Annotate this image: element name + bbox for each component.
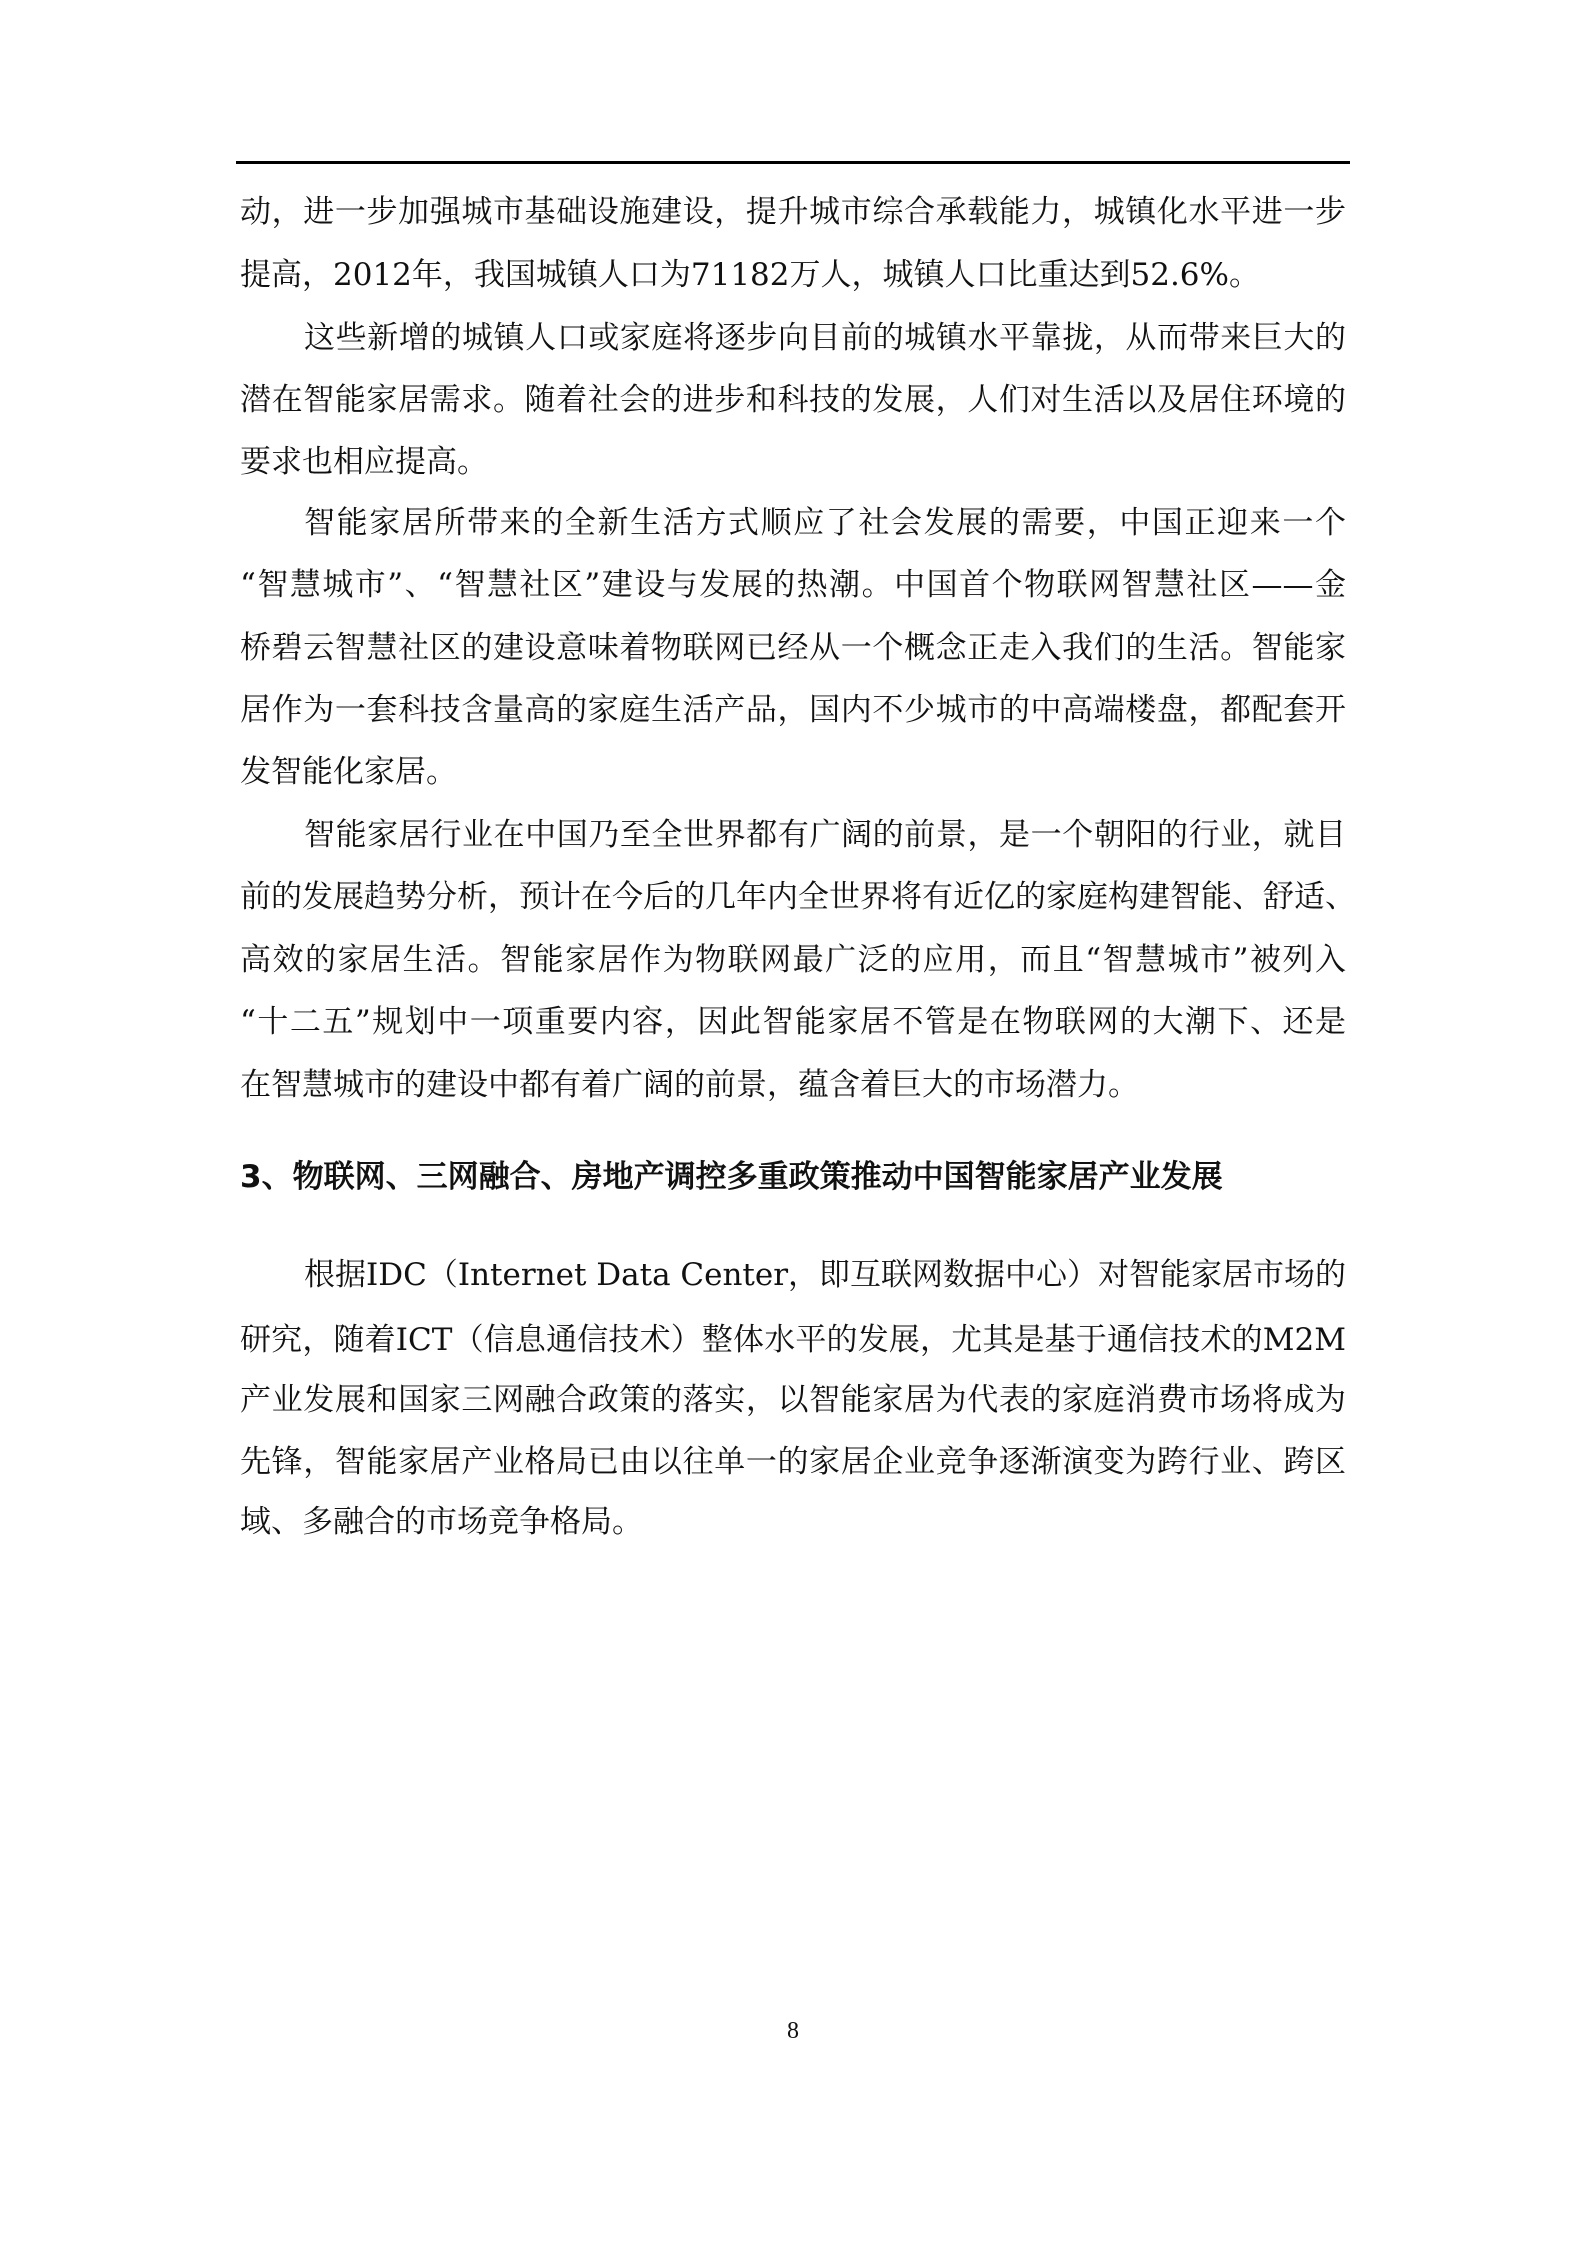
body-line: 高效的家居生活。智能家居作为物联网最广泛的应用，而且“智慧城市”被列入 — [240, 942, 1346, 978]
section-heading: 3、物联网、三网融合、房地产调控多重政策推动中国智能家居产业发展 — [240, 1159, 1223, 1195]
header-rule — [236, 161, 1350, 164]
page-number: 8 — [787, 2018, 799, 2044]
body-line: 先锋，智能家居产业格局已由以往单一的家居企业竞争逐渐演变为跨行业、跨区 — [240, 1444, 1346, 1480]
body-line: 根据IDC（Internet Data Center，即互联网数据中心）对智能家居市场的 — [304, 1257, 1347, 1293]
body-line: 智能家居所带来的全新生活方式顺应了社会发展的需要，中国正迎来一个 — [304, 505, 1346, 541]
body-line: “十二五”规划中一项重要内容，因此智能家居不管是在物联网的大潮下、还是 — [240, 1004, 1346, 1040]
body-line: 研究，随着ICT（信息通信技术）整体水平的发展，尤其是基于通信技术的M2M — [240, 1322, 1346, 1358]
body-line: 产业发展和国家三网融合政策的落实，以智能家居为代表的家庭消费市场将成为 — [240, 1382, 1346, 1418]
body-line: 前的发展趋势分析，预计在今后的几年内全世界将有近亿的家庭构建智能、舒适、 — [240, 879, 1356, 915]
body-line: 发智能化家居。 — [240, 754, 457, 790]
body-line: 智能家居行业在中国乃至全世界都有广阔的前景，是一个朝阳的行业，就目 — [304, 817, 1346, 853]
body-line: “智慧城市”、“智慧社区”建设与发展的热潮。中国首个物联网智慧社区——金 — [240, 567, 1346, 603]
body-line: 潜在智能家居需求。随着社会的进步和科技的发展，人们对生活以及居住环境的 — [240, 382, 1346, 418]
body-line: 要求也相应提高。 — [240, 444, 488, 480]
body-line: 域、多融合的市场竞争格局。 — [240, 1504, 643, 1540]
body-line: 桥碧云智慧社区的建设意味着物联网已经从一个概念正走入我们的生活。智能家 — [240, 630, 1346, 666]
body-line: 在智慧城市的建设中都有着广阔的前景，蕴含着巨大的市场潜力。 — [240, 1067, 1139, 1103]
body-line: 居作为一套科技含量高的家庭生活产品，国内不少城市的中高端楼盘，都配套开 — [240, 692, 1346, 728]
body-line: 这些新增的城镇人口或家庭将逐步向目前的城镇水平靠拢，从而带来巨大的 — [304, 320, 1346, 356]
body-line: 动，进一步加强城市基础设施建设，提升城市综合承载能力，城镇化水平进一步 — [240, 194, 1346, 230]
body-line: 提高，2012年，我国城镇人口为71182万人，城镇人口比重达到52.6%。 — [240, 257, 1260, 293]
